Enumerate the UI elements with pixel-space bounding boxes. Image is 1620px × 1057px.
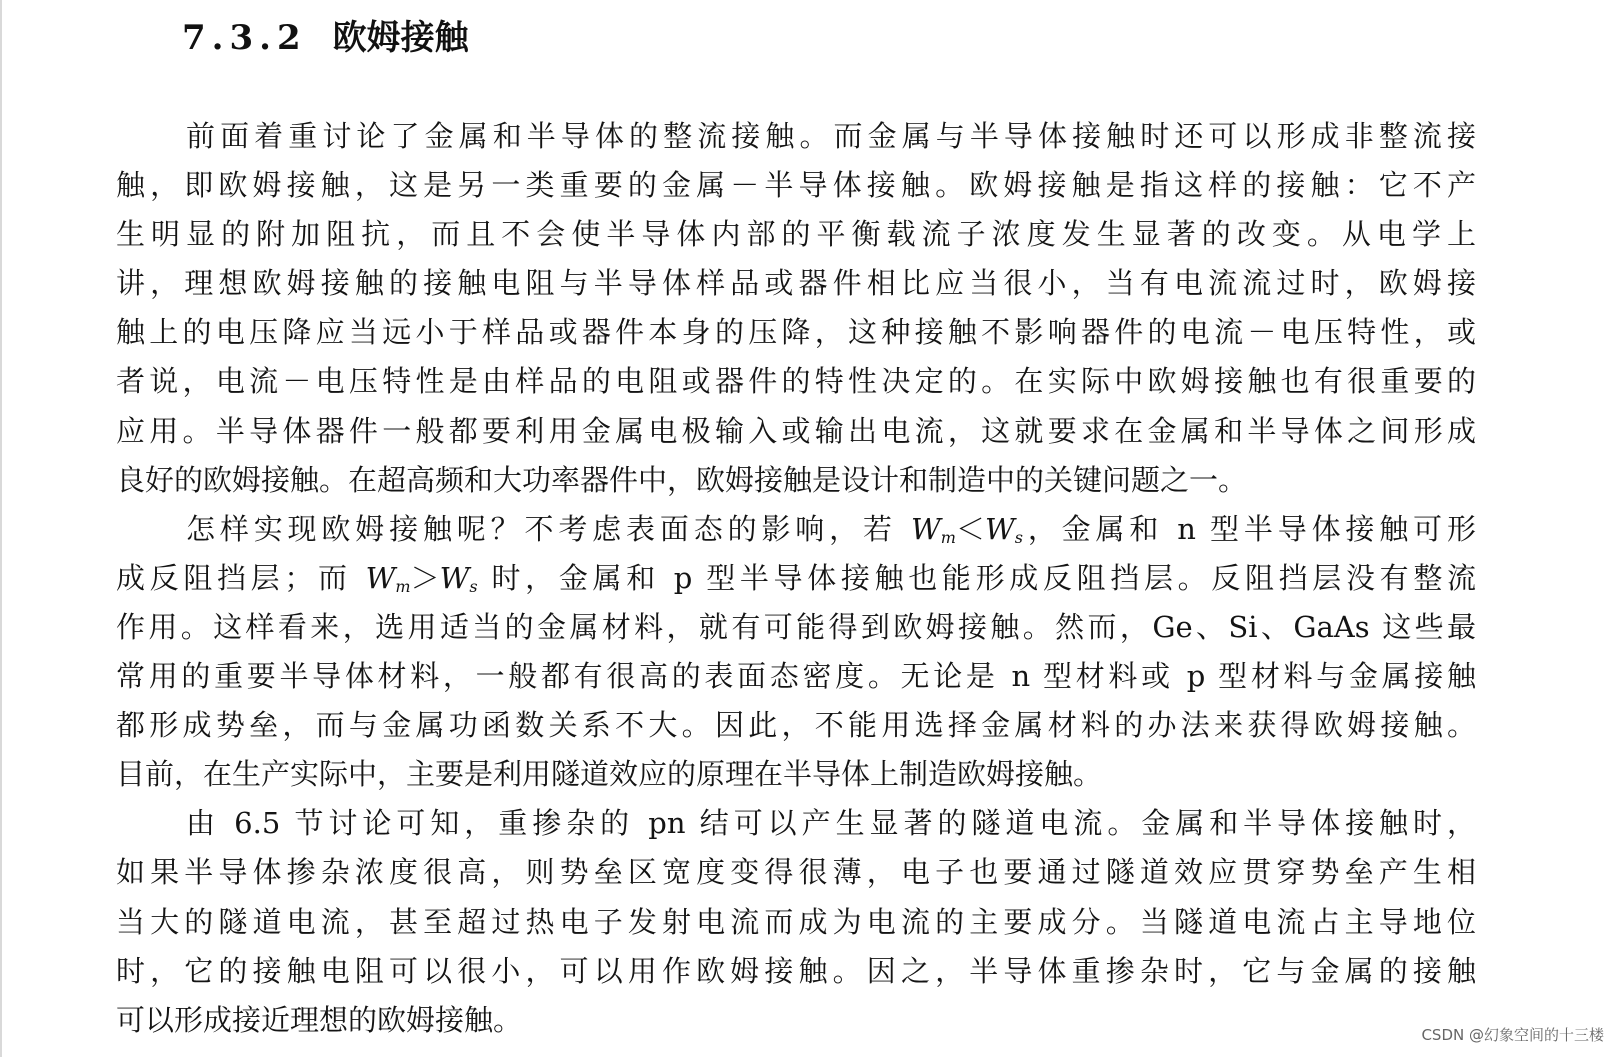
paragraph-line-formula: 成反阻挡层；而 $W_m>W_s$ 时，金属和 p 型半导体接触也能形成反阻挡层。反阻挡层没有整流 [116,560,1476,596]
section-heading [182,14,469,62]
section-title: 欧姆接触 [332,18,469,58]
paragraph-line: 时，它的接触电阻可以很小，可以用作欧姆接触。因之，半导体重掺杂时，它与金属的接触 [116,953,1476,988]
formula-wm: $W_m$ [910,511,956,547]
paragraph-line: 触，即欧姆接触，这是另一类重要的金属－半导体接触。欧姆接触是指这样的接触：它不产 [116,168,1476,203]
paragraph-line: 者说，电流－电压特性是由样品的电阻或器件的特性决定的。在实际中欧姆接触也有很重要的 [116,364,1476,399]
paragraph-line: 讲，理想欧姆接触的接触电阻与半导体样品或器件相比应当很小，当有电流流过时，欧姆接 [116,266,1476,301]
csdn-watermark: CSDN @幻象空间的十三楼 [1421,1026,1604,1044]
paragraph-line: 如果半导体掺杂浓度很高，则势垒区宽度变得很薄，电子也要通过隧道效应贯穿势垒产生相 [116,855,1476,890]
paragraph-3 [116,799,1476,1044]
paragraph-line: 当大的隧道电流，甚至超过热电子发射电流而成为电流的主要成分。当隧道电流占主导地位 [116,904,1476,939]
formula-greater-than: ＞ [410,560,440,595]
section-number: 7.3.2 [182,18,307,58]
paragraph-1 [116,112,1476,505]
paragraph-line: 生明显的附加阻抗，而且不会使半导体内部的平衡载流子浓度发生显著的改变。从电学上 [116,217,1476,252]
paragraph-line: 都形成势垒，而与金属功函数关系不大。因此，不能用选择金属材料的办法来获得欧姆接触。 [116,708,1476,743]
paragraph-line: 常用的重要半导体材料，一般都有很高的表面态密度。无论是 n 型材料或 p 型材料与金属接触 [116,659,1476,694]
formula-less-than: ＜ [955,511,985,546]
paragraph-line: 由 6.5 节讨论可知，重掺杂的 pn 结可以产生显著的隧道电流。金属和半导体接触时， [186,806,1476,841]
document-body [116,112,1476,1045]
formula-wm: $W_m$ [365,560,411,596]
paragraph-line: 触上的电压降应当远小于样品或器件本身的压降，这种接触不影响器件的电流－电压特性，或 [116,315,1476,350]
paragraph-line-formula: 怎样实现欧姆接触呢？不考虑表面态的影响，若 $W_m<W_s$，金属和 n 型半导体接触可形 [186,511,1476,547]
paragraph-line: 良好的欧姆接触。在超高频和大功率器件中，欧姆接触是设计和制造中的关键问题之一。 [116,462,1248,497]
paragraph-2 [116,505,1476,800]
paragraph-line: 可以形成接近理想的欧姆接触。 [116,1002,523,1037]
paragraph-line: 应用。半导体器件一般都要利用金属电极输入或输出电流，这就要求在金属和半导体之间形成 [116,413,1476,448]
paragraph-line: 作用。这样看来，选用适当的金属材料，就有可能得到欧姆接触。然而，Ge、Si、GaAs 这些最 [116,609,1476,644]
formula-ws: $W_s$ [984,511,1023,547]
paragraph-line: 前面着重讨论了金属和半导体的整流接触。而金属与半导体接触时还可以形成非整流接 [186,119,1476,153]
formula-ws: $W_s$ [439,560,478,596]
paragraph-line: 目前，在生产实际中，主要是利用隧道效应的原理在半导体上制造欧姆接触。 [116,757,1103,792]
